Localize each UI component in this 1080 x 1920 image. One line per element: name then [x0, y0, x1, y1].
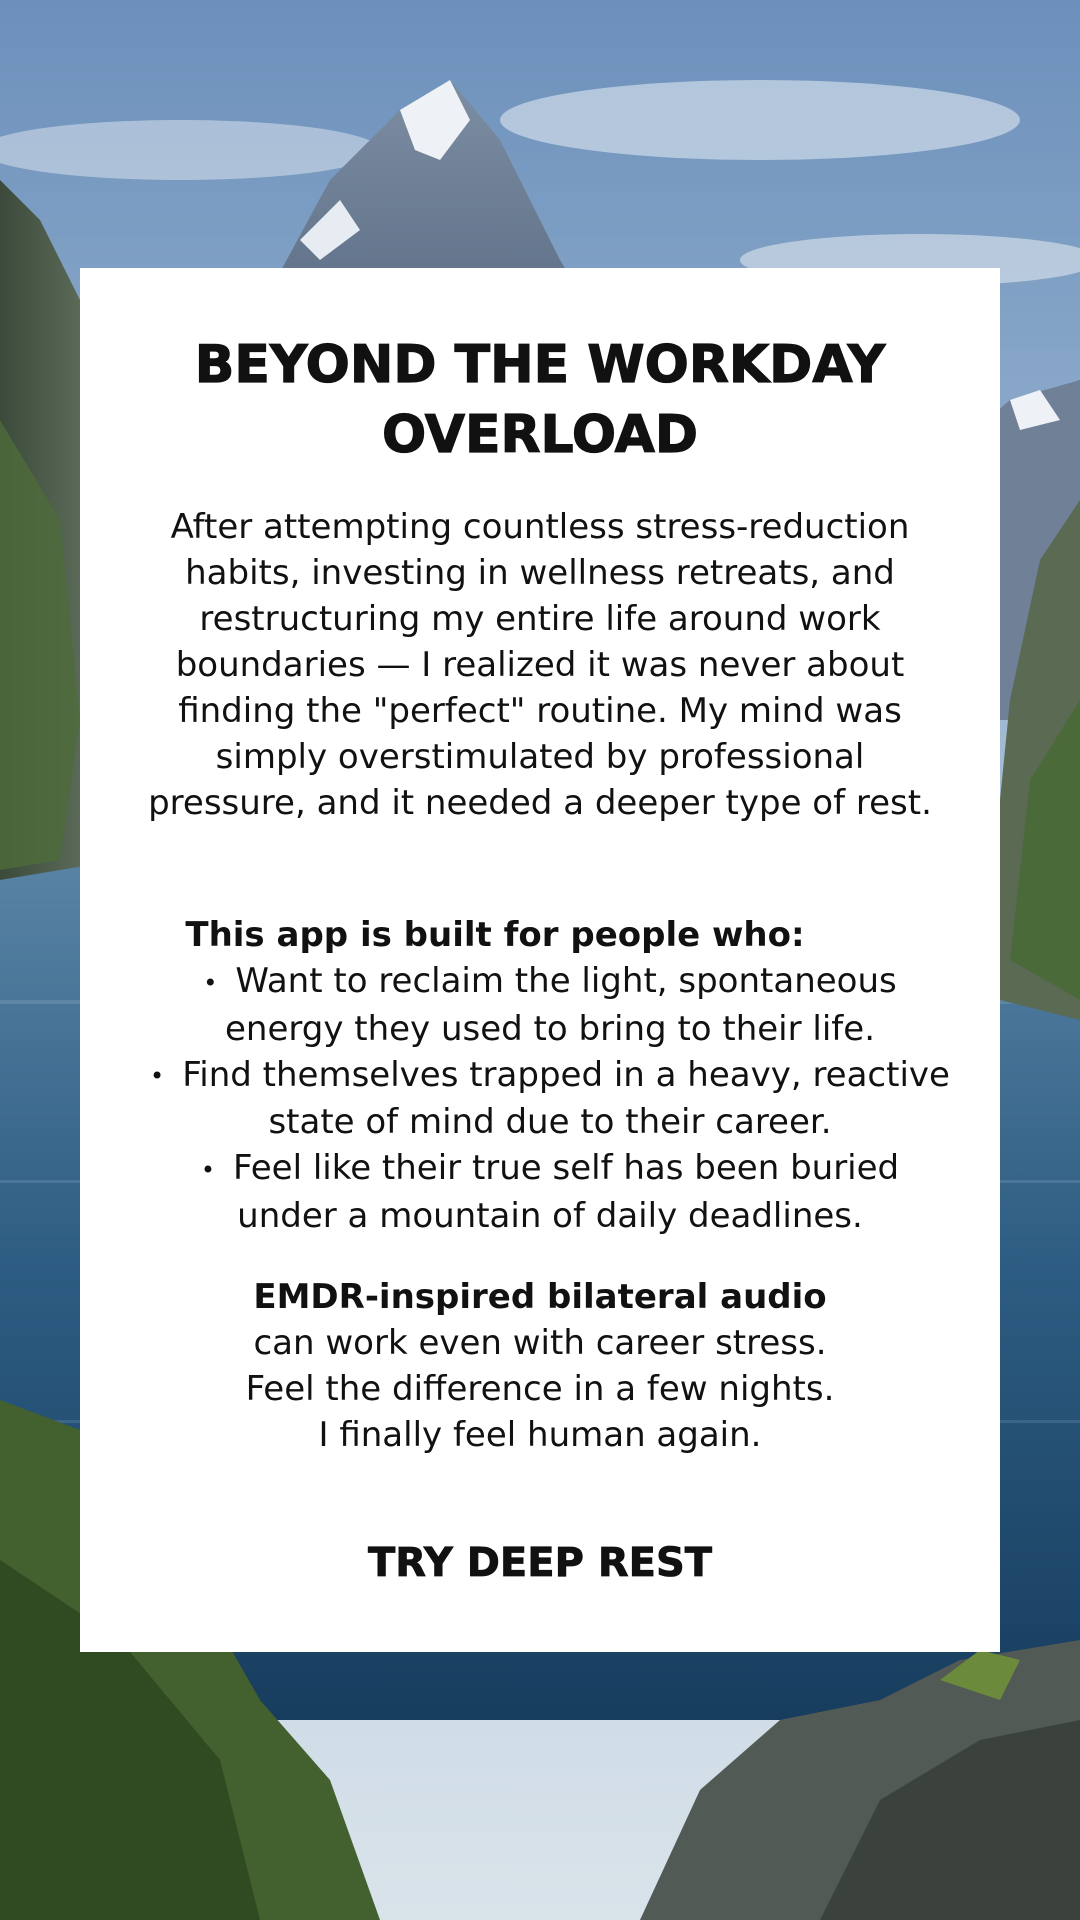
- emdr-heading: EMDR-inspired bilateral audio: [253, 1277, 827, 1317]
- list-item: [150, 958, 950, 1052]
- closing-block: [120, 1274, 960, 1458]
- closing-line: can work even with career stress.: [253, 1323, 827, 1363]
- closing-line: I finally feel human again.: [318, 1415, 762, 1455]
- bullet-icon: •: [150, 1062, 165, 1090]
- try-deep-rest-button[interactable]: TRY DEEP REST: [320, 1528, 760, 1598]
- list-item: [150, 1145, 950, 1239]
- list-item: [150, 1052, 950, 1146]
- audience-list: [150, 958, 950, 1239]
- content-card: [80, 268, 1000, 1652]
- headline: [120, 330, 960, 470]
- bullet-icon: •: [200, 1155, 216, 1184]
- bullet-icon: •: [203, 968, 218, 997]
- headline-line-1: BEYOND THE WORKDAY: [194, 335, 886, 395]
- list-item-text: Feel like their true self has been buried under a mountain of daily deadlines.: [233, 1148, 900, 1236]
- headline-line-2: OVERLOAD: [381, 405, 699, 465]
- intro-paragraph: After attempting countless stress-reduction habits, investing in wellness retreats, and restructuring my entire life around work boundaries — I realized it was never about finding the "perfect" routine. My mind was simply overstimulated by professional pressure, and it needed a deeper type of rest.: [148, 507, 932, 823]
- list-item-text: Want to reclaim the light, spontaneous energy they used to bring to their life.: [224, 961, 897, 1049]
- audience-heading: This app is built for people who:: [185, 915, 805, 955]
- list-item-text: Find themselves trapped in a heavy, reactive state of mind due to their career.: [182, 1054, 950, 1142]
- closing-line: Feel the difference in a few nights.: [245, 1369, 835, 1409]
